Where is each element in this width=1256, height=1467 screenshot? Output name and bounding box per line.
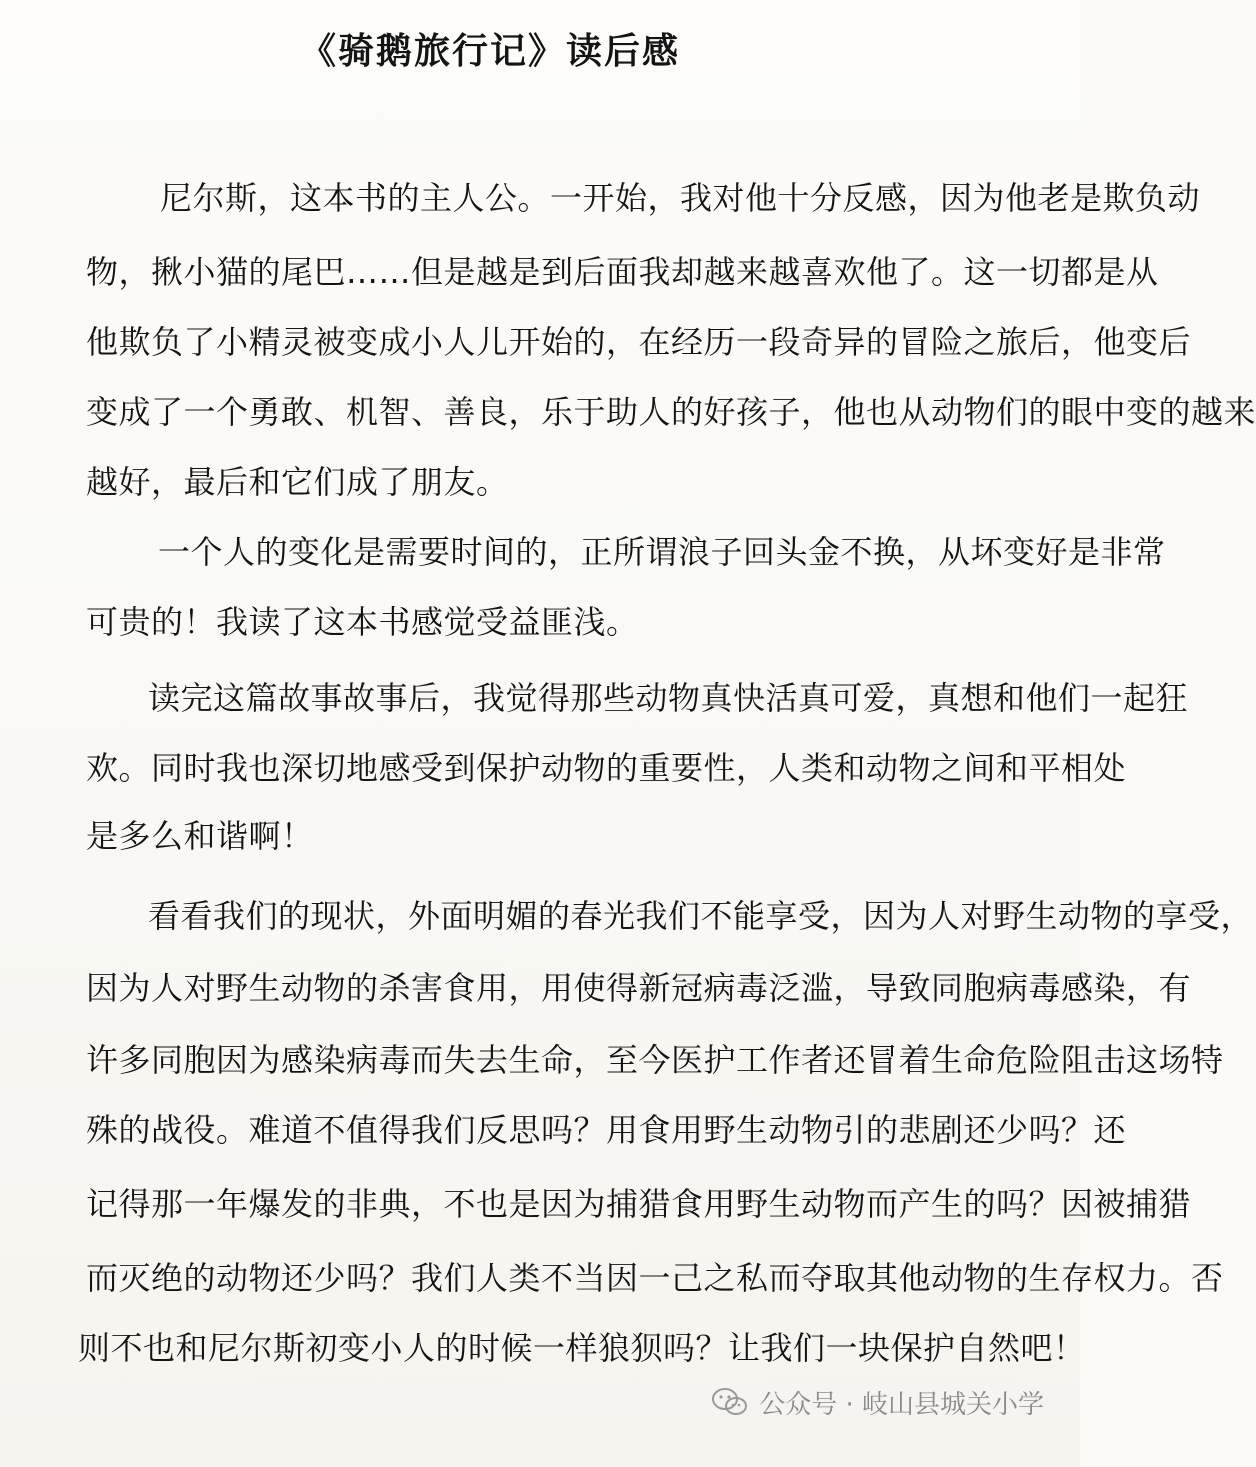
text-line: 一个人的变化是需要时间的，正所谓浪子回头金不换，从坏变好是非常: [158, 533, 1166, 571]
text-line: 变成了一个勇敢、机智、善良，乐于助人的好孩子，他也从动物们的眼中变的越来: [86, 393, 1256, 431]
text-line: 许多同胞因为感染病毒而失去生命，至今医护工作者还冒着生命危险阻击这场特: [86, 1041, 1224, 1079]
text-line: 他欺负了小精灵被变成小人儿开始的，在经历一段奇异的冒险之旅后，他变后: [86, 323, 1192, 361]
text-line: 而灭绝的动物还少吗？我们人类不当因一己之私而夺取其他动物的生存权力。否: [86, 1259, 1224, 1297]
text-line: 记得那一年爆发的非典，不也是因为捕猎食用野生动物而产生的吗？因被捕猎: [86, 1185, 1192, 1223]
text-line: 因为人对野生动物的杀害食用，用使得新冠病毒泛滥，导致同胞病毒感染，有: [86, 969, 1192, 1007]
text-line: 是多么和谐啊！: [86, 817, 314, 855]
text-line: 越好，最后和它们成了朋友。: [86, 463, 509, 501]
text-line: 可贵的！我读了这本书感觉受益匪浅。: [86, 603, 639, 641]
document-title: 《骑鹅旅行记》读后感: [300, 31, 681, 72]
wechat-icon: [711, 1387, 749, 1417]
text-line: 尼尔斯，这本书的主人公。一开始，我对他十分反感，因为他老是欺负动: [160, 179, 1201, 217]
text-line: 物，揪小猫的尾巴……但是越是到后面我却越来越喜欢他了。这一切都是从: [86, 253, 1159, 291]
watermark-text: 公众号 · 岐山县城关小学: [759, 1389, 1044, 1420]
watermark: [711, 1382, 1044, 1422]
text-line: 则不也和尼尔斯初变小人的时候一样狼狈吗？让我们一块保护自然吧！: [78, 1329, 1086, 1367]
text-line: 欢。同时我也深切地感受到保护动物的重要性，人类和动物之间和平相处: [86, 749, 1127, 787]
text-line: 殊的战役。难道不值得我们反思吗？用食用野生动物引的悲剧还少吗？还: [86, 1111, 1127, 1149]
text-line: 读完这篇故事故事后，我觉得那些动物真快活真可爱，真想和他们一起狂: [148, 679, 1189, 717]
text-line: 看看我们的现状，外面明媚的春光我们不能享受，因为人对野生动物的享受，: [148, 897, 1254, 935]
